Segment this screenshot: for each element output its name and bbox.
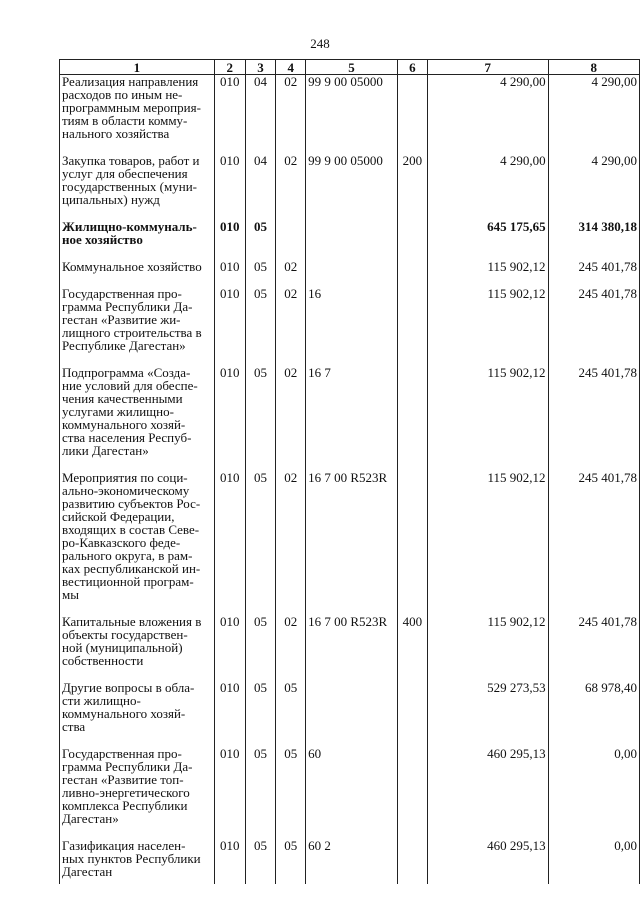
cell-section: 05	[245, 747, 276, 839]
cell-name: Жилищно-коммуналь- ное хозяйство	[60, 220, 215, 260]
cell-amount-2: 245 401,78	[548, 287, 639, 366]
cell-target-article	[306, 260, 398, 287]
cell-admin-code: 010	[214, 747, 245, 839]
cell-amount-1: 529 273,53	[427, 681, 548, 747]
cell-subsection: 02	[276, 260, 306, 287]
table-row	[60, 75, 640, 155]
cell-name: Государственная про- грамма Республики Да- гестан «Развитие жи- лищного строительства в Республике Дагестан»	[60, 287, 215, 366]
cell-admin-code: 010	[214, 75, 245, 155]
cell-section: 04	[245, 75, 276, 155]
cell-expense-type: 200	[397, 154, 427, 220]
cell-admin-code: 010	[214, 154, 245, 220]
cell-subsection: 05	[276, 839, 306, 884]
cell-subsection: 02	[276, 471, 306, 615]
cell-amount-1: 645 175,65	[427, 220, 548, 260]
col-header-8: 8	[548, 60, 639, 75]
cell-amount-2: 4 290,00	[548, 75, 639, 155]
cell-amount-1: 460 295,13	[427, 747, 548, 839]
cell-subsection: 05	[276, 747, 306, 839]
cell-admin-code: 010	[214, 615, 245, 681]
cell-amount-1: 115 902,12	[427, 615, 548, 681]
cell-name: Другие вопросы в обла- сти жилищно- коммунального хозяй- ства	[60, 681, 215, 747]
cell-section: 05	[245, 681, 276, 747]
cell-target-article: 60 2	[306, 839, 398, 884]
col-header-4: 4	[276, 60, 306, 75]
cell-admin-code: 010	[214, 220, 245, 260]
cell-target-article: 16	[306, 287, 398, 366]
cell-amount-1: 115 902,12	[427, 287, 548, 366]
cell-amount-2: 0,00	[548, 839, 639, 884]
cell-target-article: 16 7	[306, 366, 398, 471]
cell-target-article: 99 9 00 05000	[306, 75, 398, 155]
cell-target-article: 16 7 00 R523R	[306, 471, 398, 615]
cell-target-article: 16 7 00 R523R	[306, 615, 398, 681]
page-number: 248	[310, 36, 330, 51]
col-header-7: 7	[427, 60, 548, 75]
cell-name: Мероприятия по соци- ально-экономическому развитию субъектов Рос- сийской Федерации, входящих в состав Севе- ро-Кавказского феде- рального округа, в рам- ках республиканской ин- вестиционной програм- мы	[60, 471, 215, 615]
cell-name: Капитальные вложения в объекты государствен- ной (муниципальной) собственности	[60, 615, 215, 681]
table-row	[60, 615, 640, 681]
cell-amount-2: 4 290,00	[548, 154, 639, 220]
table-row	[60, 747, 640, 839]
cell-amount-2: 245 401,78	[548, 471, 639, 615]
table-row	[60, 287, 640, 366]
col-header-6: 6	[397, 60, 427, 75]
cell-amount-2: 68 978,40	[548, 681, 639, 747]
col-header-5: 5	[306, 60, 398, 75]
cell-section: 05	[245, 615, 276, 681]
cell-admin-code: 010	[214, 366, 245, 471]
cell-expense-type	[397, 287, 427, 366]
cell-amount-1: 115 902,12	[427, 471, 548, 615]
cell-subsection: 05	[276, 681, 306, 747]
cell-admin-code: 010	[214, 287, 245, 366]
cell-expense-type	[397, 260, 427, 287]
cell-target-article	[306, 681, 398, 747]
col-header-3: 3	[245, 60, 276, 75]
cell-amount-2: 245 401,78	[548, 260, 639, 287]
cell-expense-type	[397, 366, 427, 471]
cell-subsection: 02	[276, 287, 306, 366]
table-row	[60, 471, 640, 615]
cell-amount-1: 115 902,12	[427, 366, 548, 471]
cell-section: 05	[245, 287, 276, 366]
cell-amount-1: 460 295,13	[427, 839, 548, 884]
cell-subsection	[276, 220, 306, 260]
cell-section: 05	[245, 471, 276, 615]
cell-expense-type	[397, 75, 427, 155]
cell-amount-1: 4 290,00	[427, 154, 548, 220]
col-header-1: 1	[60, 60, 215, 75]
cell-admin-code: 010	[214, 839, 245, 884]
cell-amount-2: 314 380,18	[548, 220, 639, 260]
cell-admin-code: 010	[214, 260, 245, 287]
header-row	[60, 60, 640, 75]
cell-section: 05	[245, 366, 276, 471]
cell-amount-2: 0,00	[548, 747, 639, 839]
cell-subsection: 02	[276, 615, 306, 681]
table-row	[60, 366, 640, 471]
cell-subsection: 02	[276, 154, 306, 220]
cell-admin-code: 010	[214, 681, 245, 747]
cell-section: 05	[245, 220, 276, 260]
cell-amount-2: 245 401,78	[548, 366, 639, 471]
cell-admin-code: 010	[214, 471, 245, 615]
cell-expense-type	[397, 747, 427, 839]
cell-target-article	[306, 220, 398, 260]
cell-expense-type	[397, 681, 427, 747]
table-row	[60, 154, 640, 220]
cell-name: Закупка товаров, работ и услуг для обеспечения государственных (муни- ципальных) нужд	[60, 154, 215, 220]
table-row	[60, 260, 640, 287]
cell-name: Коммунальное хозяйство	[60, 260, 215, 287]
cell-expense-type: 400	[397, 615, 427, 681]
cell-name: Газификация населен- ных пунктов Республики Дагестан	[60, 839, 215, 884]
budget-table	[59, 59, 640, 884]
cell-expense-type	[397, 839, 427, 884]
cell-section: 05	[245, 839, 276, 884]
table-row	[60, 839, 640, 884]
cell-section: 04	[245, 154, 276, 220]
cell-name: Государственная про- грамма Республики Да- гестан «Развитие топ- ливно-энергетического комплекса Республики Дагестан»	[60, 747, 215, 839]
cell-amount-1: 115 902,12	[427, 260, 548, 287]
cell-target-article: 99 9 00 05000	[306, 154, 398, 220]
cell-amount-2: 245 401,78	[548, 615, 639, 681]
col-header-2: 2	[214, 60, 245, 75]
table-row	[60, 220, 640, 260]
table-row	[60, 681, 640, 747]
cell-subsection: 02	[276, 75, 306, 155]
cell-section: 05	[245, 260, 276, 287]
cell-amount-1: 4 290,00	[427, 75, 548, 155]
cell-expense-type	[397, 220, 427, 260]
cell-expense-type	[397, 471, 427, 615]
cell-target-article: 60	[306, 747, 398, 839]
cell-name: Реализация направления расходов по иным не- программным мероприя- тиям в области комму- нального хозяйства	[60, 75, 215, 155]
cell-name: Подпрограмма «Созда- ние условий для обеспе- чения качественными услугами жилищно- коммунального хозяй- ства населения Респуб- лики Дагестан»	[60, 366, 215, 471]
cell-subsection: 02	[276, 366, 306, 471]
